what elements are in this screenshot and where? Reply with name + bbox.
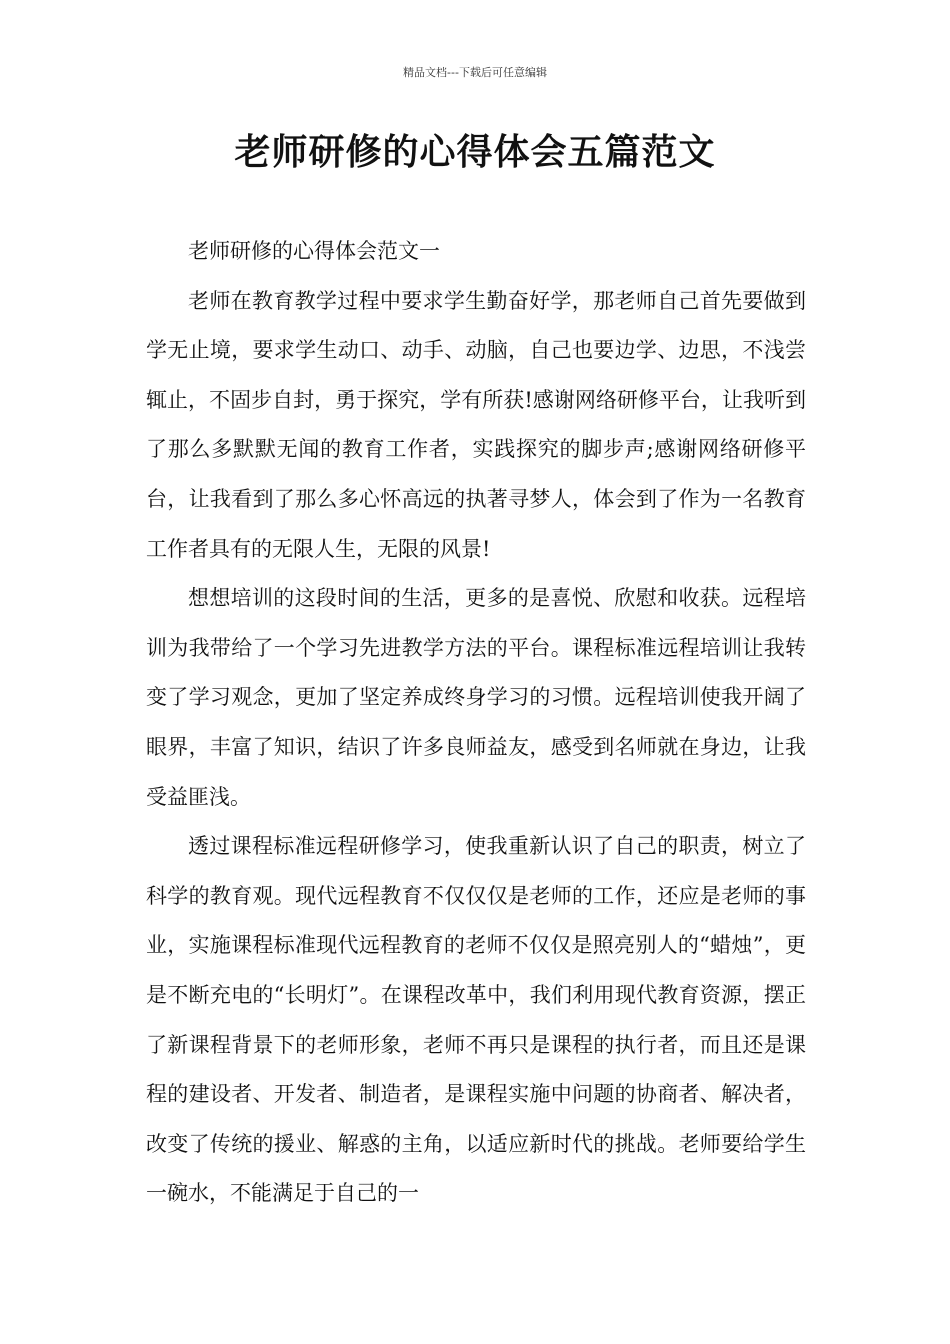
document-body: [146, 227, 806, 1219]
header-note: 精品文档---下载后可任意编辑: [403, 66, 547, 79]
section-heading: 老师研修的心得体会范文一: [188, 239, 440, 263]
paragraph-3: 透过课程标准远程研修学习，使我重新认识了自己的职责，树立了科学的教育观。现代远程教育不仅仅仅是老师的工作，还应是老师的事业，实施课程标准现代远程教育的老师不仅仅是照亮别人的“蜡烛”，更是不断充电的“长明灯”。在课程改革中，我们利用现代教育资源，摆正了新课程背景下的老师形象，老师不再只是课程的执行者，而且还是课程的建设者、开发者、制造者，是课程实施中问题的协商者、解决者，改变了传统的援业、解惑的主角，以适应新时代的挑战。老师要给学生一碗水，不能满足于自己的一: [146, 834, 806, 1206]
document-title: 老师研修的心得体会五篇范文: [234, 132, 716, 173]
paragraph-1: 老师在教育教学过程中要求学生勤奋好学，那老师自己首先要做到学无止境，要求学生动口、动手、动脑，自己也要边学、边思，不浅尝辄止，不固步自封，勇于探究，学有所获!感谢网络研修平台，让我听到了那么多默默无闻的教育工作者，实践探究的脚步声;感谢网络研修平台，让我看到了那么多心怀高远的执著寻梦人，体会到了作为一名教育工作者具有的无限人生，无限的风景!: [146, 288, 806, 561]
paragraph-2: 想想培训的这段时间的生活，更多的是喜悦、欣慰和收获。远程培训为我带给了一个学习先进教学方法的平台。课程标准远程培训让我转变了学习观念，更加了坚定养成终身学习的习惯。远程培训使我开阔了眼界，丰富了知识，结识了许多良师益友，感受到名师就在身边，让我受益匪浅。: [146, 586, 806, 809]
